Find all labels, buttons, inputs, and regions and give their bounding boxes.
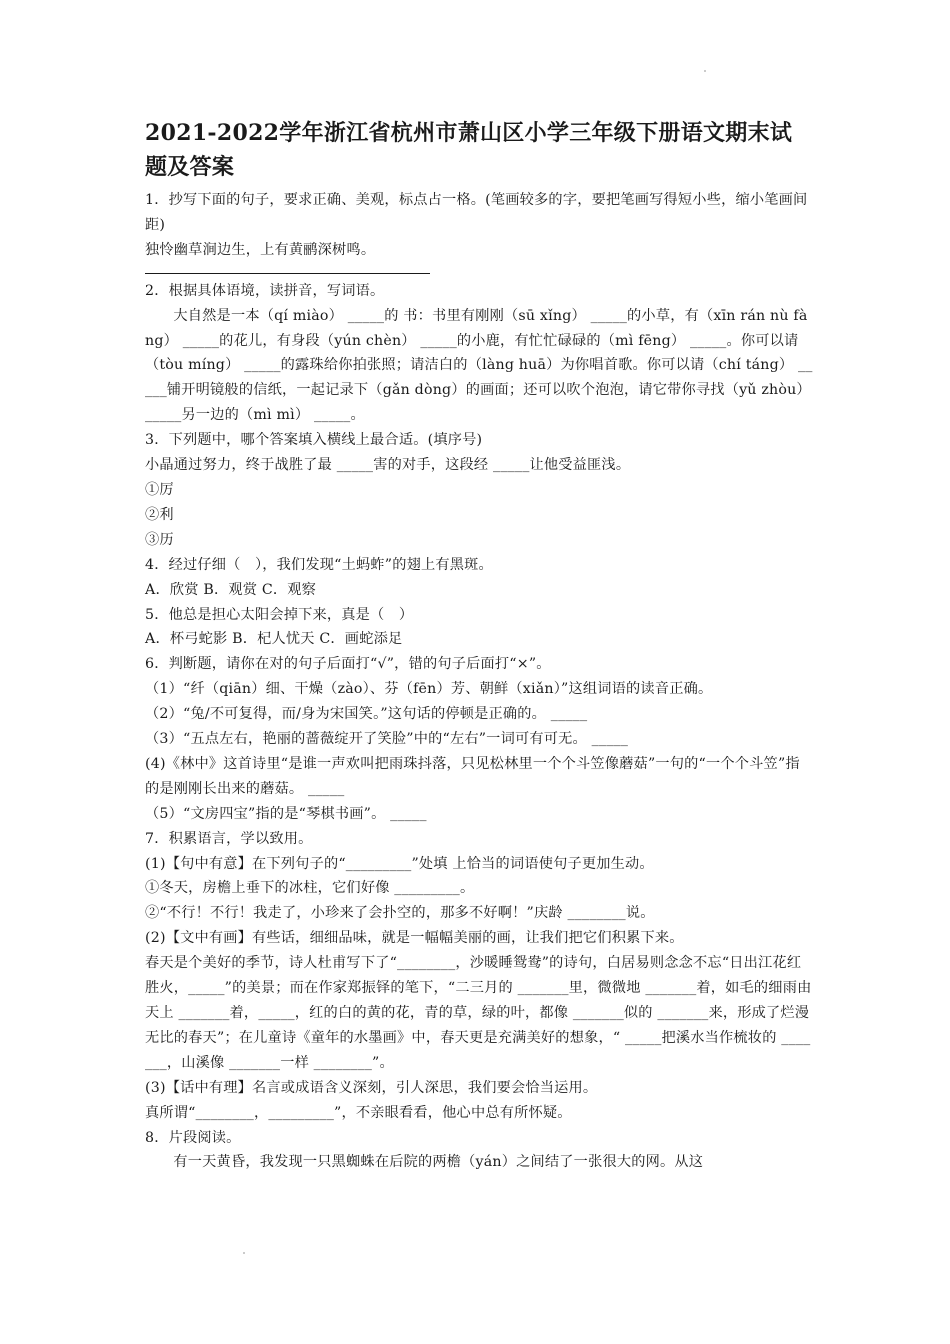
q7-part1: (1)【句中有意】在下列句子的“_________”处填 上恰当的词语使句子更加生动。 [145,855,654,872]
q7-part3: (3)【话中有理】名言或成语含义深刻，引人深思，我们要会恰当运用。 [145,1079,598,1096]
q8-passage: 有一天黄昏，我发现一只黑蜘蛛在后院的两檐（yán）之间结了一张很大的网。从这 [173,1154,704,1171]
q7-part2: (2)【文中有画】有些话，细细品味，就是一幅幅美丽的画，让我们把它们积累下来。 [145,930,684,947]
q7-prompt: 7．积累语言，学以致用。 [145,830,313,847]
q3-option: ②利 [145,506,174,523]
q2-prompt: 2．根据具体语境，读拼音，写词语。 [145,282,385,299]
document-title: 2021-2022学年浙江省杭州市萧山区小学三年级下册语文期末试题及答案 [145,120,793,180]
q7-part3-text: 真所谓“________，_________”，不亲眼看看，他心中总有所怀疑。 [145,1104,572,1121]
q7-part2-text: 春天是个美好的季节，诗人杜甫写下了“________，沙暖睡鸳鸯”的诗句，白居易则念念不忘“日出江花红胜火，_____”的美景；而在作家郑振铎的笔下，“二三月的 _______里，微微地 _______着，如毛的细雨由天上 _______着，_____，红的白的黄的花，青的草，绿的叶，都像 _______似的 _______来，形成了烂漫无比的春天”；在儿童诗《童年的水墨画》中，春天更是充满美好的想象，“ _____把溪水当作梳妆的 _______，山溪像 _______一样 ________”。 [145,955,812,1071]
q5-options: A．杯弓蛇影 B．杞人忧天 C．画蛇添足 [145,631,403,648]
q3-sentence: 小晶通过努力，终于战胜了最 _____害的对手，这段经 _____让他受益匪浅。 [145,457,631,474]
q4-options: A．欣赏 B．观赏 C．观察 [145,581,317,598]
q1-prompt: 1．抄写下面的句子，要求正确、美观，标点占一格。(笔画较多的字，要把笔画写得短小些，缩小笔画间距) [145,192,808,233]
q5-prompt: 5．他总是担心太阳会掉下来，真是（ ） [145,606,414,623]
q6-item: （3）“五点左右，艳丽的蔷薇绽开了笑脸”中的“左右”一词可有可无。 _____ [145,731,629,748]
q3-prompt: 3．下列题中，哪个答案填入横线上最合适。(填序号) [145,432,483,449]
q7-part1-a: ①冬天，房檐上垂下的冰柱，它们好像 _________。 [145,880,475,897]
q4-prompt: 4．经过仔细（ ），我们发现“土蚂蚱”的翅上有黑斑。 [145,556,493,573]
q3-option: ③历 [145,531,174,548]
scan-speck [243,1252,245,1254]
q6-item: （2）“兔/不可复得，而/身为宋国笑。”这句话的停顿是正确的。 _____ [145,706,588,723]
q6-prompt: 6．判断题，请你在对的句子后面打“√”，错的句子后面打“×”。 [145,656,551,673]
q6-item: （1）“纤（qiān）细、干燥（zào）、芬（fēn）芳、朝鲜（xiǎn）”这组词语的读音正确。 [145,681,713,698]
q6-item: （5）“文房四宝”指的是“琴棋书画”。 _____ [145,805,427,822]
scan-speck [704,70,706,72]
q3-option: ①厉 [145,481,174,498]
document-body [145,116,816,1175]
q7-part1-b: ②“不行！不行！我走了，小珍来了会扑空的，那多不好啊！”庆龄 ________说。 [145,905,655,922]
q1-answer-line [145,273,430,274]
q1-sentence: 独怜幽草涧边生，上有黄鹂深树鸣。 [145,241,376,258]
q2-passage: 大自然是一本（qí miào） _____的 书：书里有刚刚（sū xǐng） _____的小草，有（xīn rán nù fàng） _____的花儿，有身段（yún chèn） _____的小鹿，有忙忙碌碌的（mì fēng） _____。你可以请（tòu míng） _____的露珠给你拍张照；请洁白的（làng huā）为你唱首歌。你可以请（chí táng） _____铺开明镜般的信纸，一起记录下（gǎn dòng）的画面；还可以吹个泡泡，请它带你寻找（yǔ zhòu） _____另一边的（mì mì） _____。 [145,307,816,424]
q8-prompt: 8．片段阅读。 [145,1129,241,1146]
q6-item: (4)《林中》这首诗里“是谁一声欢叫把雨珠抖落，只见松林里一个个斗笠像蘑菇”一句的“一个个斗笠”指的是刚刚长出来的蘑菇。 _____ [145,755,800,797]
